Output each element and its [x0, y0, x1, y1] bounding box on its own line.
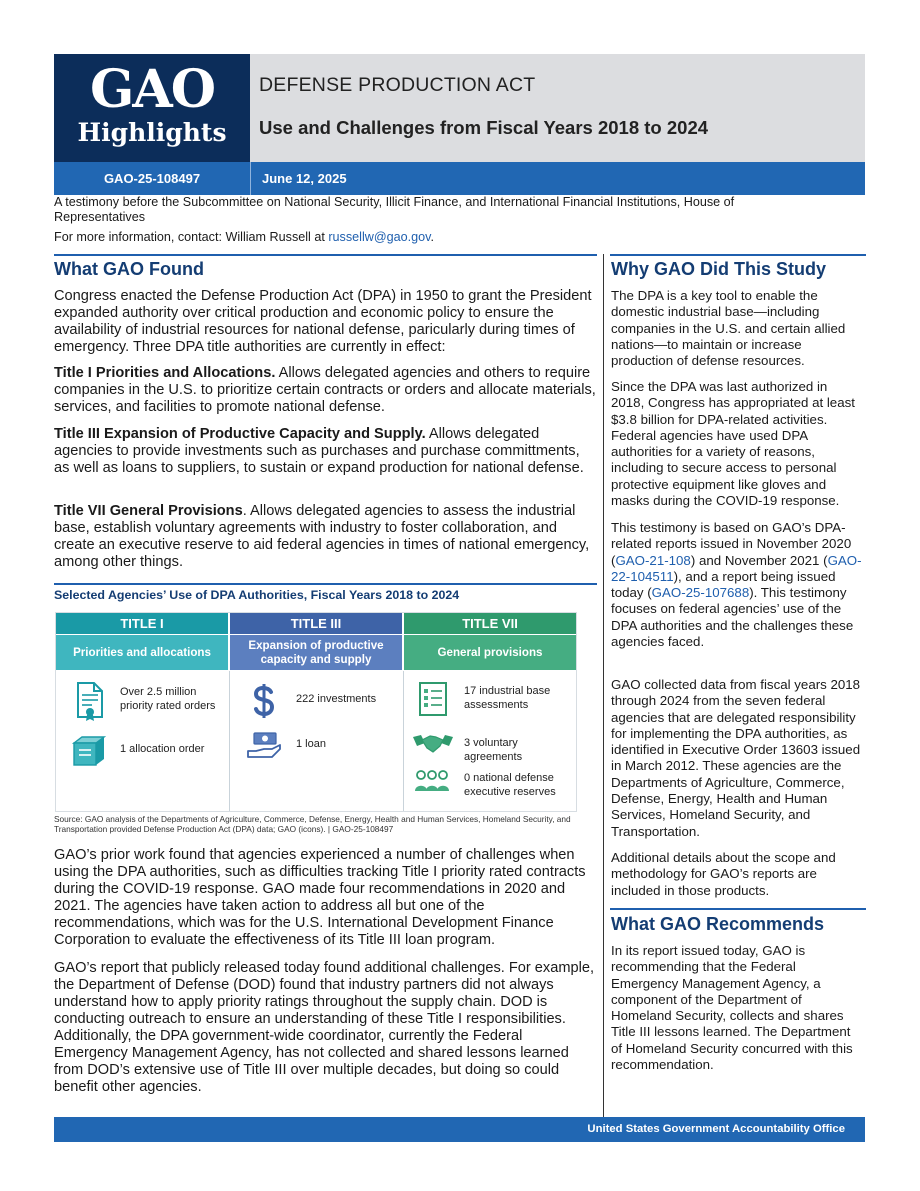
checklist-icon [418, 681, 448, 717]
title-three-text: Allows delegated agencies to provide investments such as purchases and purchase committments, as well as loans to suppliers, to sustain or expand production for national defense. [54, 426, 584, 476]
section-rule [54, 254, 597, 256]
dpa-authorities-figure [55, 612, 577, 812]
additional-challenges-paragraph: GAO’s report that publicly released today found additional challenges. For example, the Department of Defense (DOD) found that industry partners did not always understand how to apply priority ratings throughout the supply chain. DOD is conducting outreach to ensure an understanding of these Title I responsibilities. Additionally, the DPA government-wide coordinator, currently the Federal Emergency Management Agency, has not collected and shared lessons learned from DOD’s extensive use of Title III over multiple decades, but doing so could benefit other agencies. [54, 960, 595, 1095]
figure-col-divider [403, 671, 404, 811]
contact-email-link[interactable]: russellw@gao.gov [328, 230, 431, 244]
footer-org-name: United States Government Accountability Office [587, 1123, 845, 1135]
figure-col-subtitle-three: Expansion of productive capacity and supply [230, 635, 402, 670]
title-three-paragraph [54, 426, 599, 477]
subject-heading: DEFENSE PRODUCTION ACT [259, 74, 536, 96]
report-link-gao-25-107688[interactable]: GAO-25-107688 [651, 585, 750, 601]
id-bar-divider [250, 162, 251, 195]
voluntary-agreements-text: 3 voluntary agreements [464, 737, 523, 763]
figure-col-divider [229, 671, 230, 811]
industrial-base-assessments-text: 17 industrial base assessments [464, 685, 551, 711]
allocation-order-text: 1 allocation order [120, 743, 205, 755]
dollar-icon [252, 683, 276, 719]
figure-rule [54, 583, 597, 585]
page-title: Use and Challenges from Fiscal Years 2018 to 2024 [259, 117, 709, 138]
figure-col-title-three: TITLE III [230, 613, 402, 634]
testimony-note: A testimony before the Subcommittee on National Security, Illicit Finance, and International Financial Institutions, House of Representatives [54, 195, 735, 224]
section-rule [610, 908, 866, 910]
why-paragraph-4: GAO collected data from fiscal years 2018 through 2024 from the seven federal agencies that are delegated responsibility for implementing the DPA authorities, as identified in Executive Order 13603 issued in March 2012. These agencies are the Departments of Agriculture, Commerce, Defense, Energy, Health and Human Services, Homeland Security, and Transportation. [611, 677, 861, 839]
title-one-label: Title I Priorities and Allocations. [54, 365, 276, 381]
figure-col-subtitle-seven: General provisions [404, 635, 576, 670]
what-gao-recommends-heading: What GAO Recommends [611, 914, 825, 934]
hand-money-icon [246, 731, 282, 761]
figure-col-subtitle-one: Priorities and allocations [56, 635, 228, 670]
loan-text: 1 loan [296, 738, 326, 750]
gao-logo [54, 54, 250, 162]
report-link-gao-21-108[interactable]: GAO-21-108 [615, 552, 691, 568]
report-id-bar [54, 162, 865, 195]
why-paragraph-3 [611, 520, 863, 650]
figure-col-title-seven: TITLE VII [404, 613, 576, 634]
investments-text: 222 investments [296, 693, 377, 705]
title-seven-text: . Allows delegated agencies to assess the industrial base, establish voluntary agreements with industry to foster collaboration, and create an executive reserve to aid federal agencies in times of national emergency, among other things. [54, 503, 590, 570]
why-p3-text: ). This testimony focuses on federal agencies’ use of the DPA authorities and the challenges these agencies faced. [611, 585, 854, 650]
box-icon [72, 735, 106, 767]
recommendation-paragraph: In its report issued today, GAO is recommending that the Federal Emergency Management Agency, a component of the Department of Homeland Security, collects and shares Title III lessons learned. The Department of Homeland Security concurred with this recommendation. [611, 943, 853, 1073]
people-group-icon [414, 769, 450, 795]
title-panel [250, 54, 865, 162]
title-one-paragraph [54, 365, 599, 416]
why-p3-text: ), and a report being issued today ( [611, 568, 836, 601]
why-paragraph-1: The DPA is a key tool to enable the domestic industrial base—including companies in the U.S. and certain allied nations—to maintain or increase production of defense resources. [611, 288, 846, 369]
priority-rated-orders-text: Over 2.5 million priority rated orders [120, 686, 216, 712]
report-link-gao-22-104511[interactable]: GAO-22-104511 [611, 552, 862, 584]
figure-col-title-one: TITLE I [56, 613, 228, 634]
report-date: June 12, 2025 [262, 171, 347, 186]
contact-line [54, 230, 434, 245]
report-number: GAO-25-108497 [103, 171, 201, 186]
why-p3-text: This testimony is based on GAO’s DPA-related reports issued in November 2020 ( [611, 520, 852, 568]
handshake-icon [412, 731, 454, 755]
contact-suffix: . [430, 230, 435, 244]
title-seven-paragraph [54, 503, 599, 571]
title-one-text: Allows delegated agencies and others to require companies in the U.S. to prioritize certain contracts or orders and allocate materials, services, and facilities to promote national defense. [54, 365, 596, 415]
document-certificate-icon [76, 681, 104, 721]
prior-work-paragraph: GAO’s prior work found that agencies experienced a number of challenges when using the DPA authorities, such as difficulties tracking Title I priority rated contracts during the COVID-19 response. GAO made four recommendations in 2020 and 2021. The agencies have taken action to address all but one of the recommendations, which was for the U.S. International Development Finance Corporation to evaluate the effectiveness of its Title III loan program. [54, 847, 586, 948]
contact-prefix: For more information, contact: William Russell at [54, 230, 329, 244]
logo-gao-text: GAO [89, 59, 215, 120]
why-paragraph-5: Additional details about the scope and methodology for GAO’s reports are included in those products. [611, 850, 836, 898]
logo-highlights-text: Highlights [77, 118, 227, 147]
intro-paragraph: Congress enacted the Defense Production Act (DPA) in 1950 to grant the President expanded authority over critical production and economic policy to ensure the availability of industrial resources for national defense, paricularly during times of emergency. Three DPA title authorities are currently in effect: [54, 288, 592, 355]
executive-reserves-text: 0 national defense executive reserves [464, 772, 556, 798]
what-gao-found-heading: What GAO Found [54, 259, 204, 279]
title-three-label: Title III Expansion of Productive Capacity and Supply. [54, 426, 426, 442]
why-paragraph-2: Since the DPA was last authorized in 2018, Congress has appropriated at least $3.8 billion for DPA-related activities. Federal agencies have used DPA authorities for a variety of reasons, including to secure access to personal protective equipment like gloves and masks during the COVID-19 response. [611, 379, 855, 509]
why-p3-text: ) and November 2021 ( [690, 552, 828, 568]
column-divider [603, 254, 604, 1118]
footer-bar [54, 1117, 865, 1142]
figure-source-note: Source: GAO analysis of the Departments of Agriculture, Commerce, Defense, Energy, Health and Human Services, Homeland Security, and Transportation provided Defense Production Act (DPA) data; GAO (icons). | GAO-25-108497 [54, 814, 571, 834]
figure-title: Selected Agencies’ Use of DPA Authorities, Fiscal Years 2018 to 2024 [54, 588, 460, 602]
section-rule [610, 254, 866, 256]
why-gao-did-this-study-heading: Why GAO Did This Study [611, 259, 826, 279]
title-seven-label: Title VII General Provisions [54, 503, 243, 519]
